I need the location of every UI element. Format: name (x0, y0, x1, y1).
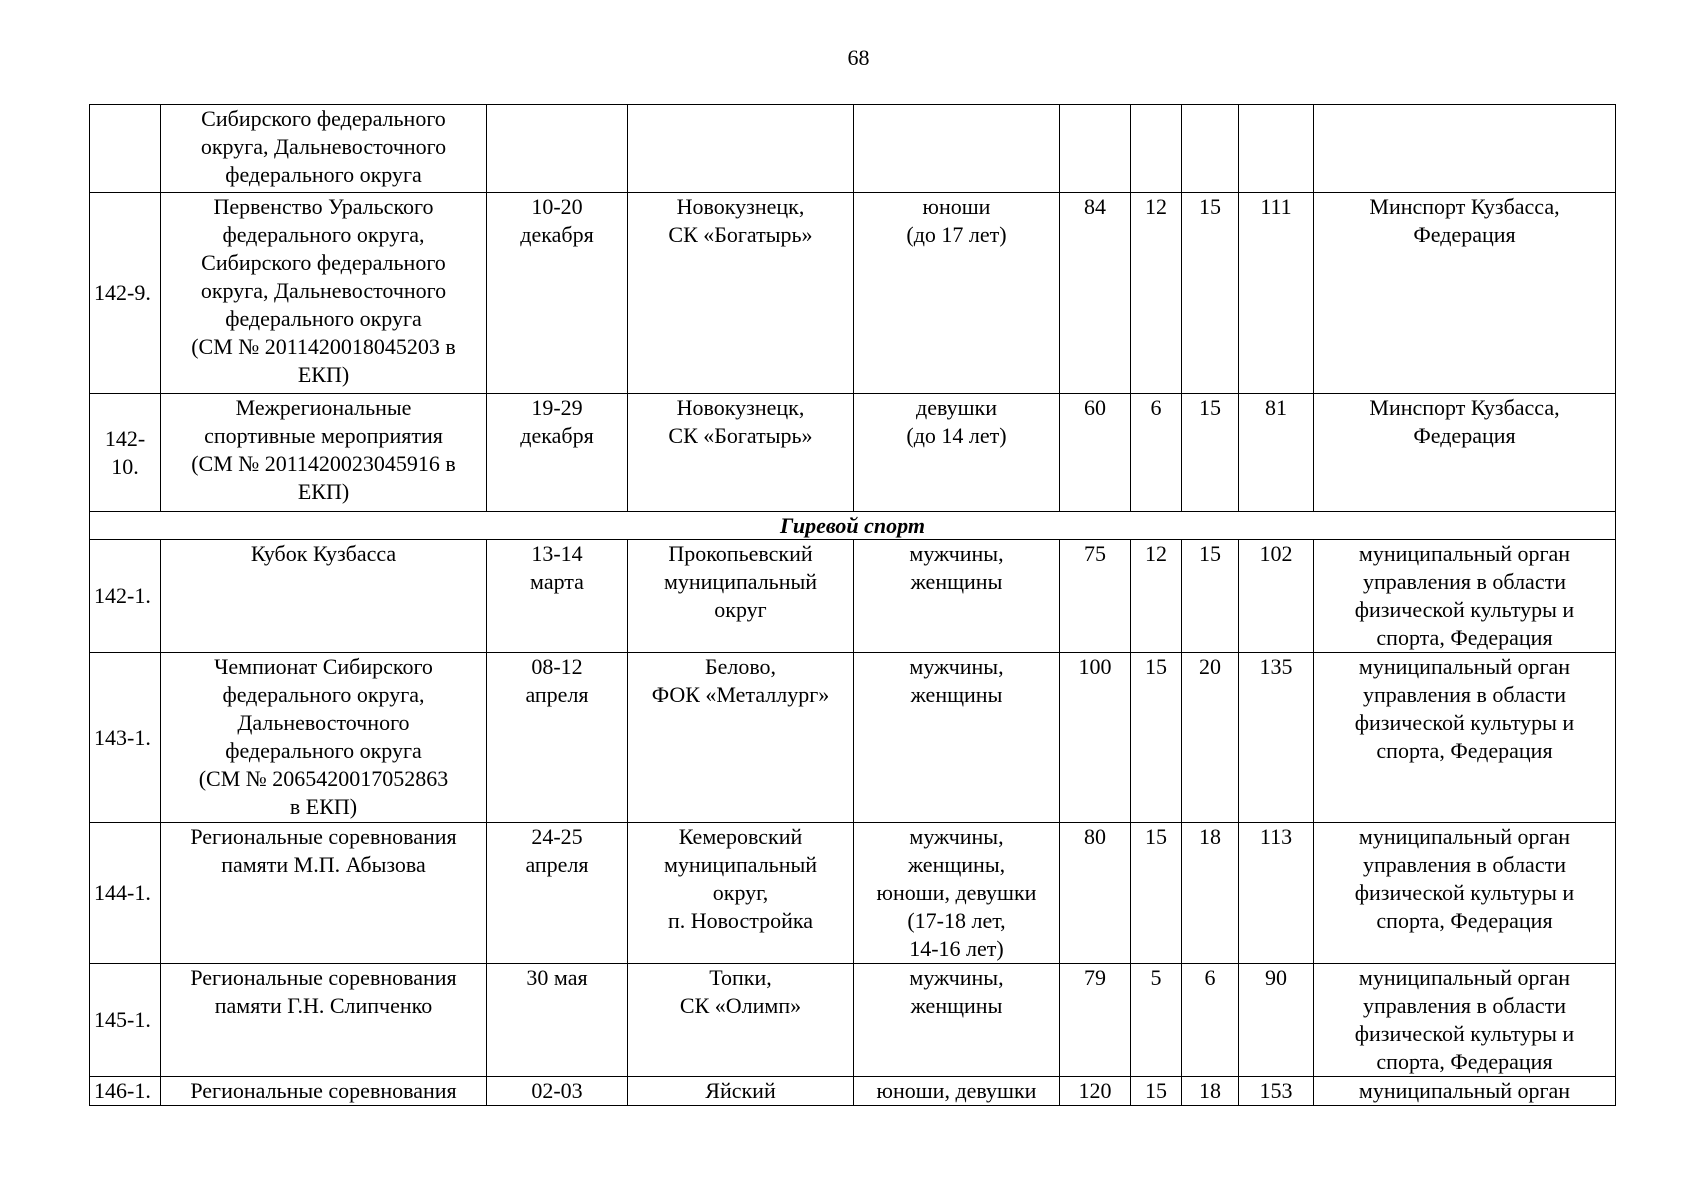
event-participants: мужчины, женщины (854, 540, 1060, 653)
row-number: 146-1. (90, 1077, 161, 1106)
count-total: 113 (1239, 823, 1314, 964)
event-place: Топки, СК «Олимп» (628, 964, 854, 1077)
count-judges: 6 (1182, 964, 1239, 1077)
count-coaches: 6 (1131, 394, 1182, 512)
event-dates: 19-29 декабря (487, 394, 628, 512)
event-place (628, 105, 854, 193)
count-total: 153 (1239, 1077, 1314, 1106)
event-name: Сибирского федерального округа, Дальневосточного федерального округа (161, 105, 487, 193)
event-organizer: муниципальный орган управления в области физической культуры и спорта, Федерация (1314, 823, 1616, 964)
count-judges: 15 (1182, 394, 1239, 512)
count-total (1239, 105, 1314, 193)
count-total: 90 (1239, 964, 1314, 1077)
event-name: Кубок Кузбасса (161, 540, 487, 653)
event-organizer: Минспорт Кузбасса, Федерация (1314, 193, 1616, 394)
event-organizer: муниципальный орган управления в области физической культуры и спорта, Федерация (1314, 653, 1616, 823)
table-row (90, 540, 1616, 653)
row-number: 143-1. (90, 653, 161, 823)
event-participants (854, 105, 1060, 193)
count-coaches (1131, 105, 1182, 193)
count-coaches: 15 (1131, 1077, 1182, 1106)
event-organizer (1314, 105, 1616, 193)
count-judges: 18 (1182, 1077, 1239, 1106)
event-participants: мужчины, женщины (854, 653, 1060, 823)
event-participants: мужчины, женщины, юноши, девушки (17-18 лет, 14-16 лет) (854, 823, 1060, 964)
count-coaches: 12 (1131, 540, 1182, 653)
row-number (90, 105, 161, 193)
event-dates: 02-03 (487, 1077, 628, 1106)
count-total: 81 (1239, 394, 1314, 512)
count-judges: 20 (1182, 653, 1239, 823)
row-number: 142- 10. (90, 394, 161, 512)
count-coaches: 15 (1131, 823, 1182, 964)
event-dates (487, 105, 628, 193)
count-athletes: 79 (1060, 964, 1131, 1077)
event-name: Чемпионат Сибирского федерального округа, Дальневосточного федерального округа (СМ № 2065420017052863 в ЕКП) (161, 653, 487, 823)
table-row (90, 964, 1616, 1077)
event-name: Региональные соревнования (161, 1077, 487, 1106)
count-athletes: 80 (1060, 823, 1131, 964)
count-judges: 15 (1182, 540, 1239, 653)
event-participants: мужчины, женщины (854, 964, 1060, 1077)
count-judges (1182, 105, 1239, 193)
event-dates: 24-25 апреля (487, 823, 628, 964)
event-place: Белово, ФОК «Металлург» (628, 653, 854, 823)
count-coaches: 5 (1131, 964, 1182, 1077)
row-number: 142-1. (90, 540, 161, 653)
event-place: Яйский (628, 1077, 854, 1106)
event-name: Первенство Уральского федерального округа, Сибирского федерального округа, Дальневосточного федерального округа (СМ № 2011420018045203 в ЕКП) (161, 193, 487, 394)
count-judges: 15 (1182, 193, 1239, 394)
count-athletes: 60 (1060, 394, 1131, 512)
section-header-row (90, 512, 1616, 540)
table-row (90, 394, 1616, 512)
event-organizer: муниципальный орган управления в области физической культуры и спорта, Федерация (1314, 964, 1616, 1077)
table-row (90, 105, 1616, 193)
table-row (90, 193, 1616, 394)
count-athletes: 100 (1060, 653, 1131, 823)
events-table (89, 104, 1616, 1106)
table-row (90, 1077, 1616, 1106)
event-organizer: муниципальный орган управления в области физической культуры и спорта, Федерация (1314, 540, 1616, 653)
row-number: 142-9. (90, 193, 161, 394)
event-organizer: Минспорт Кузбасса, Федерация (1314, 394, 1616, 512)
count-athletes: 120 (1060, 1077, 1131, 1106)
event-dates: 10-20 декабря (487, 193, 628, 394)
event-place: Кемеровский муниципальный округ, п. Новостройка (628, 823, 854, 964)
event-place: Новокузнецк, СК «Богатырь» (628, 193, 854, 394)
event-dates: 08-12 апреля (487, 653, 628, 823)
event-dates: 30 мая (487, 964, 628, 1077)
count-judges: 18 (1182, 823, 1239, 964)
count-total: 102 (1239, 540, 1314, 653)
event-place: Прокопьевский муниципальный округ (628, 540, 854, 653)
count-coaches: 15 (1131, 653, 1182, 823)
table-row (90, 653, 1616, 823)
count-athletes: 84 (1060, 193, 1131, 394)
event-name: Региональные соревнования памяти Г.Н. Слипченко (161, 964, 487, 1077)
event-name: Межрегиональные спортивные мероприятия (СМ № 2011420023045916 в ЕКП) (161, 394, 487, 512)
event-participants: юноши (до 17 лет) (854, 193, 1060, 394)
row-number: 144-1. (90, 823, 161, 964)
page-number: 68 (847, 45, 870, 70)
event-place: Новокузнецк, СК «Богатырь» (628, 394, 854, 512)
count-total: 111 (1239, 193, 1314, 394)
count-coaches: 12 (1131, 193, 1182, 394)
event-participants: девушки (до 14 лет) (854, 394, 1060, 512)
section-title: Гиревой спорт (90, 512, 1616, 540)
table-row (90, 823, 1616, 964)
event-dates: 13-14 марта (487, 540, 628, 653)
event-name: Региональные соревнования памяти М.П. Абызова (161, 823, 487, 964)
count-athletes (1060, 105, 1131, 193)
row-number: 145-1. (90, 964, 161, 1077)
event-organizer: муниципальный орган (1314, 1077, 1616, 1106)
count-athletes: 75 (1060, 540, 1131, 653)
event-participants: юноши, девушки (854, 1077, 1060, 1106)
count-total: 135 (1239, 653, 1314, 823)
